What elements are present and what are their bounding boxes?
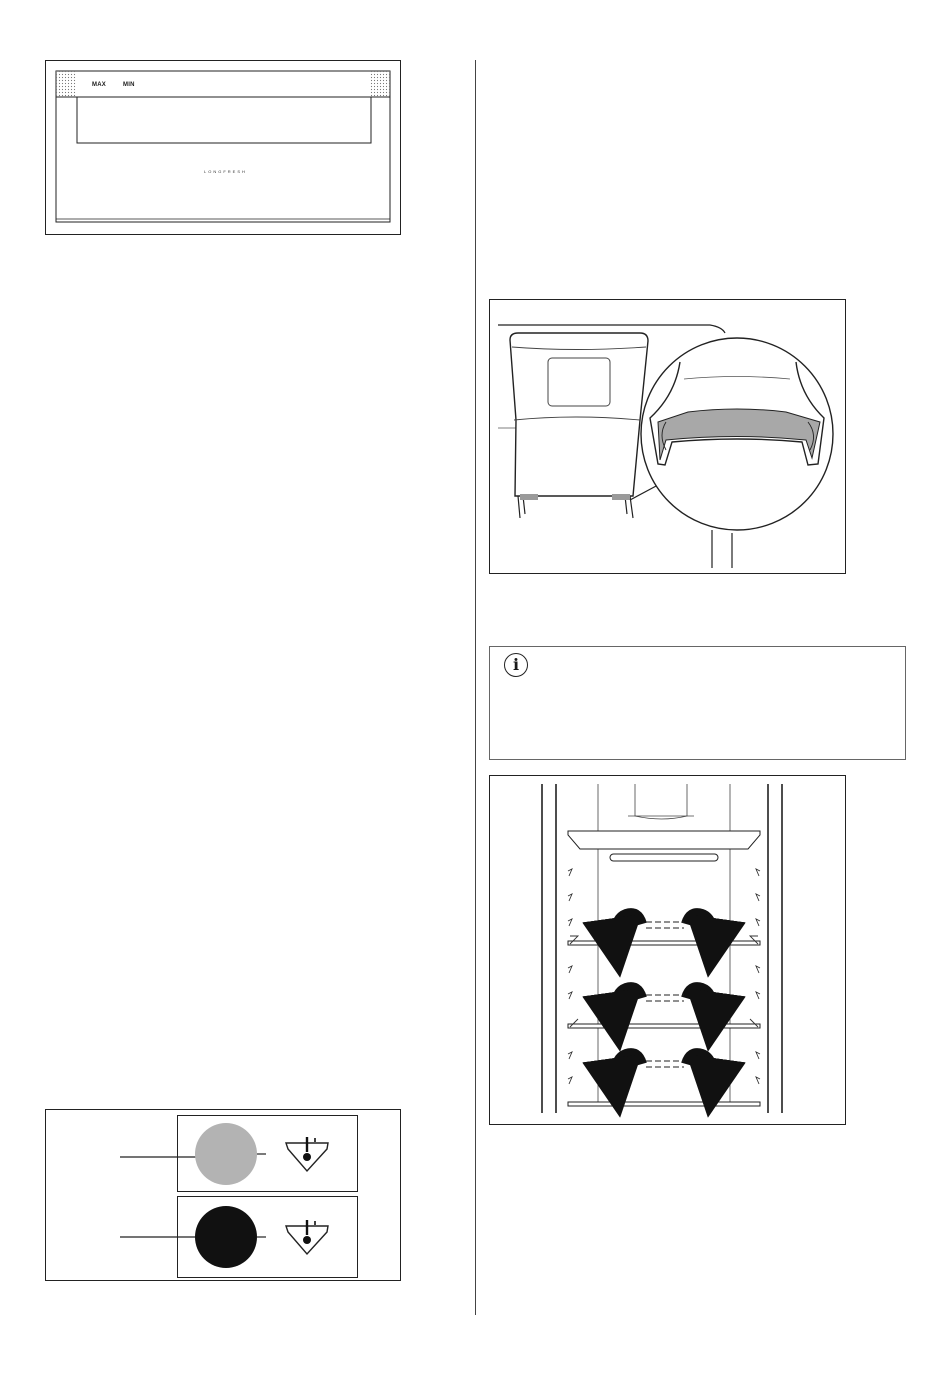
drawer-drawing bbox=[490, 300, 847, 575]
control-panel-figure bbox=[45, 60, 401, 235]
brand-logo: LONGFRESH bbox=[204, 169, 247, 174]
shelf-figure bbox=[489, 775, 846, 1125]
min-label: MIN bbox=[123, 82, 135, 88]
indicator-on-panel bbox=[177, 1196, 358, 1278]
info-note-box bbox=[489, 646, 906, 760]
shelf-drawing bbox=[490, 776, 847, 1126]
indicator-figure bbox=[45, 1109, 401, 1281]
temperature-drop-icon bbox=[178, 1197, 359, 1279]
max-label: MAX bbox=[92, 82, 106, 88]
temperature-drop-icon bbox=[178, 1116, 359, 1193]
drawer-figure bbox=[489, 299, 846, 574]
column-divider bbox=[475, 60, 476, 1315]
indicator-off-panel bbox=[177, 1115, 358, 1192]
info-icon: i bbox=[504, 653, 528, 677]
